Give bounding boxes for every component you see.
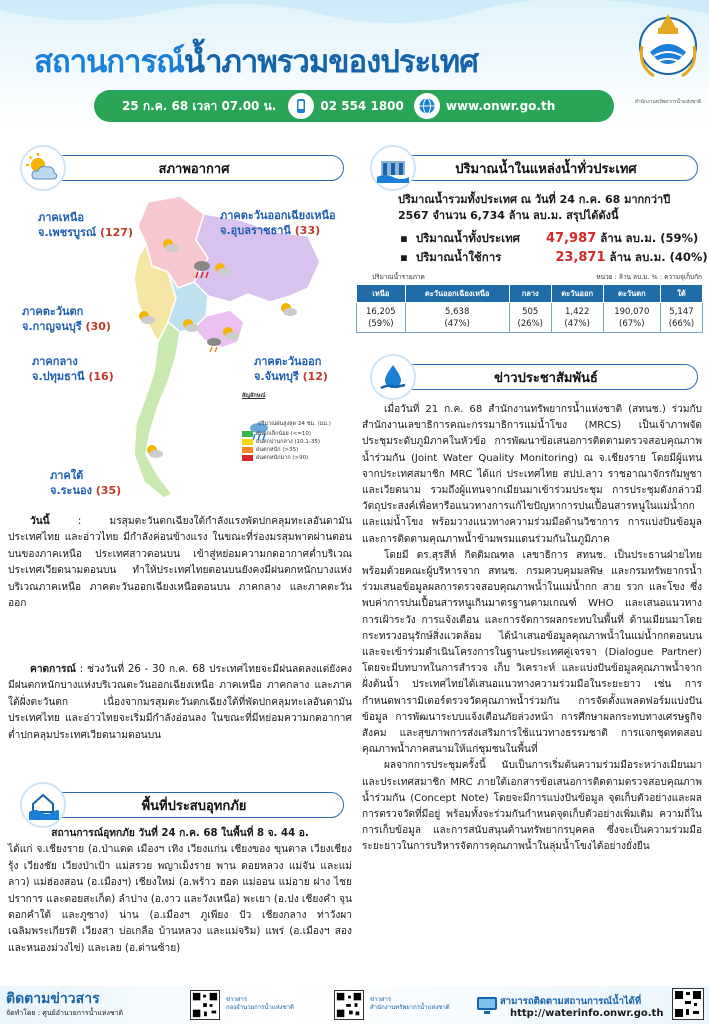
region-central-count: (16) [88,370,114,383]
legend-item: ฝนตกปานกลาง (10.1-35) [242,438,350,446]
legend-swatch-yellow [242,439,253,445]
region-water-table [356,284,703,333]
cell-northeast: 5,638 (47%) [405,303,509,333]
region-west-name: ภาคตะวันตก [22,305,84,318]
region-north-count: (127) [99,226,133,239]
weather-icon [20,145,66,191]
track-label: สามารถติดตามสถานการณ์น้ำได้ที่ [500,996,642,1007]
cell-east: 1,422 (47%) [551,303,603,333]
region-south-count: (35) [95,484,122,497]
water-usable-value: 23,871 [555,250,606,265]
cell-south: 5,147 (66%) [660,303,702,333]
region-north-name: ภาคเหนือ [38,211,84,224]
title-part-2: น้ำภาพรวมของประเทศ [183,44,478,80]
cell-north: 16,205 (59%) [357,303,406,333]
news-body [362,402,702,856]
region-north-province: จ.เพชรบูรณ์ [38,226,97,239]
region-south [50,468,121,498]
water-summary: ปริมาณน้ำรวมทั้งประเทศ ณ วันที่ 24 ก.ค. 68 มากกว่าปี 2567 จำนวน 6,734 ล้าน ลบ.ม. สรุปได้ดังนี้ [398,193,671,222]
flood-house-icon [20,782,66,828]
legend-swatch-green [242,431,253,437]
water-usable-row: ▪ ปริมาณน้ำใช้การ 23,871 ล้าน ลบ.ม. (40%) [400,250,708,265]
title-part-1: สถานการณ์ [34,44,184,80]
legend-item: ฝนตกหนัก (>35) [242,446,350,454]
today-label: วันนี้ [30,516,50,527]
table-row [357,303,703,333]
weather-today-text [8,514,352,612]
qr1-caption: ข่าวสาร กองอำนวยการน้ำแห่งชาติ [226,996,294,1011]
region-west-province: จ.กาญจนบุรี [22,320,82,333]
region-north [38,210,133,240]
legend-subtitle: ปริมาณฝนสูงสุด 24 ชม. (มม.) [258,421,331,427]
flood-section-title: พื้นที่ประสบอุทกภัย [141,798,247,814]
water-total-unit: ล้าน ลบ.ม. (59%) [600,231,699,245]
forecast-text: : ช่วงวันที่ 26 - 30 ก.ค. 68 ประเทศไทยจะมีฝนลดลงแต่ยังคงมีฝนตกหนักบางแห่งบริเวณตะวันออกเฉียงเหนือ ภาคเหนือ ภาคกลาง และภาคใต้ฝั่งตะวันตก เนื่องจากมรสุมตะวันตกเฉียงใต้ที่พัดปกคลุมทะเลอันดามัน ประเทศไทย และอ่าวไทยจะเริ่มมีกำลังอ่อนลง ในขณะที่มีหย่อมความกดอากาศต่ำปกคลุมประเทศเวียดนามตอนบน [8,664,352,741]
region-west [22,304,111,334]
water-total-label: ปริมาณน้ำทั้งประเทศ [415,231,520,245]
flood-text [8,826,352,957]
region-east-name: ภาคตะวันออก [254,355,322,368]
weather-forecast-text [8,662,352,744]
region-northeast-province: จ.อุบลราชธานี [220,224,291,237]
rain-legend [242,392,350,462]
today-text: : มรสุมตะวันตกเฉียงใต้กำลังแรงพัดปกคลุมทะเลอันดามัน ประเทศไทย และอ่าวไทย มีกำลังค่อนข้างแรง ในขณะที่ร่องมรสุมพาดผ่านตอนบนของภาคเหนือ ประเทศสาวตอนบน เข้าสู่หย่อมความกดอากาศต่ำบริเวณประเทศเวียดนามตอนบน ทำให้ประเทศไทยตอนบนยังคงมีฝนตกหนักบางแห่งบริเวณภาคเหนือ ภาคตะวันออกเฉียงเหนือตอนบน ภาคกลาง และภาคตะวันออก [8,516,352,610]
region-central-province: จ.ปทุมธานี [32,370,85,383]
news-paragraph-3: ผลจากการประชุมครั้งนี้ นับเป็นการเริ่มต้นความร่วมมือระหว่างเมียนมา และประเทศสมาชิก MRC ภายใต้เอกสารข้อเสนอการติดตามตรวจสอบคุณภาพน้ำร่วมกัน (Concept Note) โดยจะมีการแบ่งปันข้อมูล จุดเก็บตัวอย่างและผลการตรวจวัดที่มีอยู่ พร้อมทั้งจะร่วมกันกำหนดจุดเก็บตัวอย่างเพิ่มเติม ความถี่ในการเก็บข้อมูล และการสนับสนุนด้านทรัพยากรบุคคล ซึ่งจะเป็นความร่วมมือระยะยาวในการบริหารจัดการคุณภาพน้ำในลุ่มน้ำโขงได้อย่างยั่งยืน [362,760,702,853]
weather-section-header [44,155,344,181]
forecast-label: คาดการณ์ [30,664,76,675]
qr-code-icon[interactable] [190,990,220,1020]
legend-title: สัญลักษณ์ [242,393,266,399]
legend-swatch-red [242,455,253,461]
track-url[interactable]: http://waterinfo.onwr.go.th [510,1008,664,1019]
cell-central: 505 (26%) [509,303,551,333]
flood-heading: สถานการณ์อุทกภัย วันที่ 24 ก.ค. 68 ในพื้นที่ 8 จ. 44 อ. [51,828,309,839]
phone-number[interactable]: 02 554 1800 [320,99,404,113]
legend-item: ฝนตกหนักมาก (>90) [242,454,350,462]
region-northeast [220,208,336,238]
col-west: ตะวันตก [603,285,660,303]
phone-icon [288,93,314,119]
water-section-title: ปริมาณน้ำในแหล่งน้ำทั่วประเทศ [455,161,637,177]
cell-west: 190,070 (67%) [603,303,660,333]
logo-caption: สำนักงานทรัพยากรน้ำแห่งชาติ [634,99,702,105]
col-north: เหนือ [357,285,406,303]
table-header-row [357,285,703,303]
flood-body: ได้แก่ จ.เชียงราย (อ.ป่าแดด เมืองฯ เทิง เวียงแก่น เชียงของ ขุนตาล เวียงเชียงรุ้ง เวียงชัย เวียงป่าเป้า แม่สรวย พญาเม็งราย พาน ดอยหลวง แม่จัน และแม่ลาว) แม่ฮ่องสอน (อ.เมืองฯ) เชียงใหม่ (อ.พร้าว ฮอด แม่ออน แม่อาย ฝาง ไชยปราการ และดอยสะเก็ด) ลำปาง (อ.งาว และวังเหนือ) พะเยา (อ.ปง เชียงคำ จุน ดอกคำใต้ และภูซาง) น่าน (อ.เมืองฯ ภูเพียง ปัว เชียงกลาง ท่าวังผา เฉลิมพระเกียรติ เวียงสา บ่อเกลือ บ้านหลวง และแม่จริม) แพร่ (อ.เมืองฯ สอง และหนองม่วงไข่) และเลย (อ.ด่านซ้าย) [8,844,352,954]
region-east-province: จ.จันทบุรี [254,370,299,383]
onwr-logo [636,6,700,96]
news-paragraph-2: โดยมี ดร.สุรสีห์ กิตติมณฑล เลขาธิการ สทนช. เป็นประธานฝ่ายไทย พร้อมด้วยคณะผู้บริหารจาก สทนช. กรมควบคุมมลพิษ และกรมทรัพยากรน้ำ ร่วมเสนอข้อมูลผลการตรวจสอบคุณภาพน้ำในแม่น้ำกก สาย รวก และโขง ซึ่งพบค่าการปนเปื้อนสารหนูเกินมาตรฐานตามเกณฑ์ WHO และเสนอแนวทางการเฝ้าระวัง การแจ้งเตือน และการจัดการผลกระทบในพื้นที่ ด้านเมียนมาโดยกระทรวงอนุรักษ์สิ่งแวดล้อม ได้นำเสนอข้อมูลคุณภาพน้ำในแม่น้ำกกตอนบน และจะเข้าร่วมดำเนินโครงการในฐานะประเทศคู่เจรจา (Dialogue Partner) โดยจะมีบทบาทในการสำรวจ เก็บ วิเคราะห์ และแบ่งปันข้อมูลคุณภาพน้ำจากฝั่งต้นน้ำ ประเทศไทยได้เสนอแนวทางความร่วมมือในระยะยาว เช่น การกำหนดพารามิเตอร์ตรวจวัดคุณภาพน้ำร่วมกัน การจัดตั้งแพลตฟอร์มแบ่งปันข้อมูล การพัฒนาระบบแจ้งเตือนภัยล่วงหน้า การศึกษาผลกระทบทางเศรษฐกิจ สังคม และสุขภาพการส่งเสริมการใช้แนวทางธรรมชาติ การแจกชุดทดสอบคุณภาพน้ำภาคสนามให้แก่ชุมชนในพื้นที่ [362,549,702,756]
region-northeast-name: ภาคตะวันออกเฉียงเหนือ [220,209,336,222]
water-dam-icon [370,145,416,191]
news-paragraph-1: เมื่อวันที่ 21 ก.ค. 68 สำนักงานทรัพยากรน้ำแห่งชาติ (สทนช.) ร่วมกับสำนักงานเลขาธิการคณะกรรมาธิการแม่น้ำโขง (MRCS) เป็นเจ้าภาพจัดประชุมระดับภูมิภาคในหัวข้อ การพัฒนาข้อเสนอการติดตามตรวจสอบคุณภาพน้ำร่วมกัน (Joint Water Quality Monitoring) ณ จ.เชียงราย โดยมีผู้แทนจากประเทศสมาชิก MRC ได้แก่ ประเทศไทย สปป.ลาว ราชอาณาจักรกัมพูชา และเวียดนาม รวมถึงผู้แทนจากเมียนมาเข้าร่วมประชุม การประชุมดังกล่าวมีวัตถุประสงค์เพื่อหารือแนวทางการแก้ไขปัญหาการปนเปื้อนสารหนูในแม่น้ำกกและแม่น้ำโขง พร้อมวางแนวทางความร่วมมือด้านวิชาการ การแบ่งปันข้อมูล และการติดตามคุณภาพน้ำข้ามพรมแดนร่วมกันในภูมิภาค [362,404,702,545]
region-central-name: ภาคกลาง [32,355,78,368]
col-northeast: ตะวันออกเฉียงเหนือ [405,285,509,303]
water-drop-hand-icon [370,354,416,400]
region-central [32,354,114,384]
water-total-value: 47,987 [546,231,597,246]
flood-section-header [44,792,344,818]
region-east [254,354,328,384]
legend-item: ฝนตกเล็กน้อย (<=10) [242,430,350,438]
region-south-name: ภาคใต้ [50,469,84,482]
col-east: ตะวันออก [551,285,603,303]
weather-section-title: สภาพอากาศ [158,161,230,177]
report-date: 25 ก.ค. 68 เวลา 07.00 น. [122,98,277,113]
region-table-caption [372,272,702,282]
website-link[interactable]: www.onwr.go.th [445,99,556,113]
follow-news-label: ติดตามข่าวสาร [6,991,100,1007]
region-west-count: (30) [85,320,111,333]
monitor-icon [476,994,498,1016]
water-total-row: ▪ ปริมาณน้ำทั้งประเทศ 47,987 ล้าน ลบ.ม. (59%) [400,231,699,246]
region-northeast-count: (33) [294,224,321,237]
region-east-count: (12) [302,370,328,383]
water-usable-label: ปริมาณน้ำใช้การ [415,250,502,264]
table-caption: ปริมาณน้ำรายภาค [372,273,425,281]
col-south: ใต้ [660,285,702,303]
news-section-title: ข่าวประชาสัมพันธ์ [494,370,598,386]
water-section-header [394,155,698,181]
legend-swatch-orange [242,447,253,453]
made-by-label: จัดทำโดย : ศูนย์อำนวยการน้ำแห่งชาติ [6,1009,124,1017]
news-section-header [394,364,698,390]
water-usable-unit: ล้าน ลบ.ม. (40%) [609,250,708,264]
region-south-province: จ.ระนอง [50,484,92,497]
globe-icon [414,93,440,119]
col-central: กลาง [509,285,551,303]
qr2-caption: ข่าวสาร สำนักงานทรัพยากรน้ำแห่งชาติ [370,996,450,1011]
table-unit: หน่วย : ล้าน ลบ.ม. % : ความจุเก็บกัก [596,273,702,281]
qr-code-icon[interactable] [334,990,364,1020]
page-title [34,36,478,86]
info-bar [94,90,614,122]
wave-decoration [0,0,709,36]
qr-code-icon[interactable] [672,988,704,1020]
